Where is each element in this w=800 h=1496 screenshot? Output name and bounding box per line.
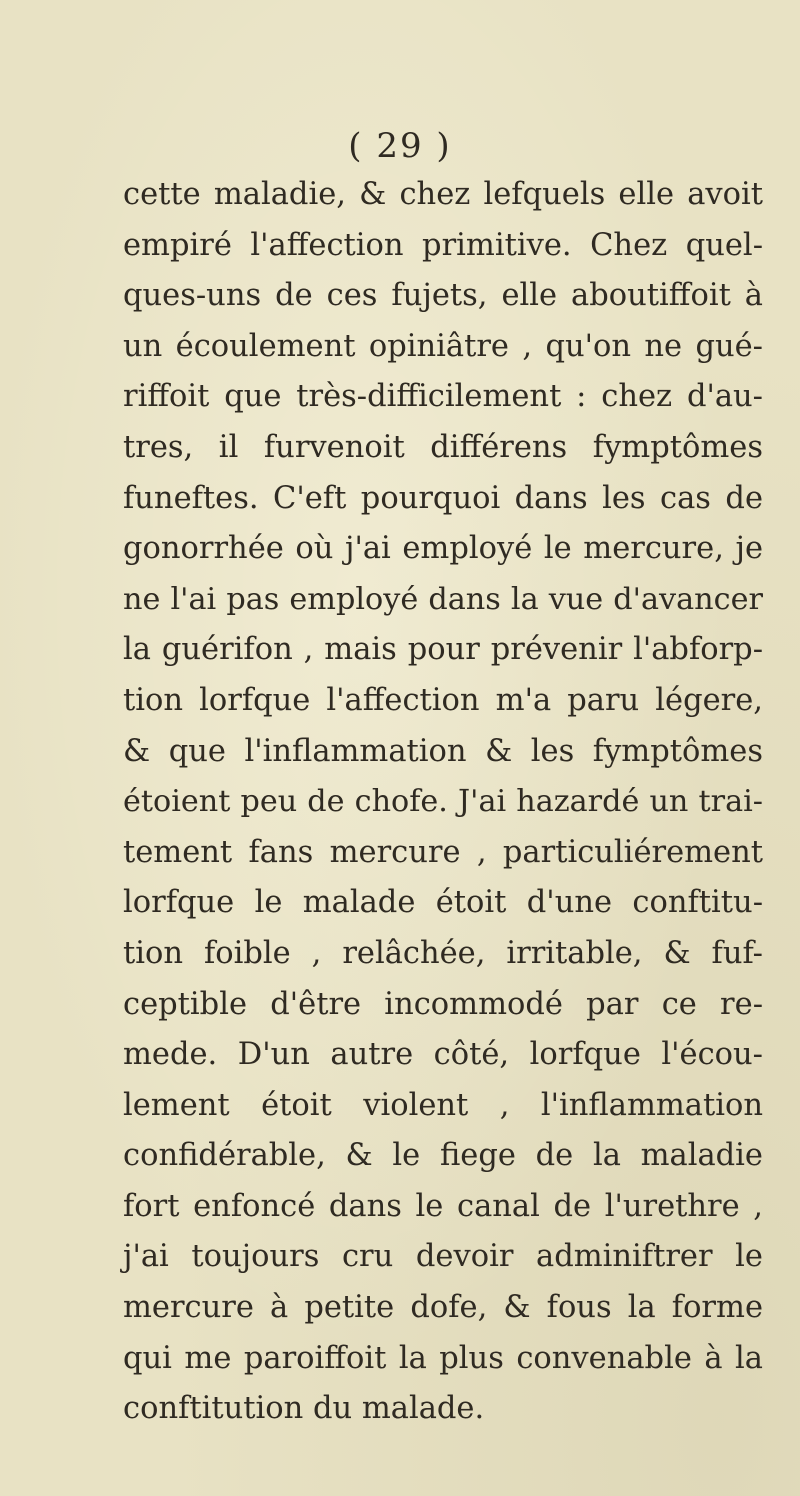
text-line: tion lorfque l'affection m'a paru légere, <box>123 682 763 718</box>
text-line: un écoulement opiniâtre , qu'on ne gué- <box>123 328 763 364</box>
text-line: la guérifon , mais pour prévenir l'abforp- <box>123 632 763 668</box>
text-line: confidérable, & le fiege de la maladie <box>123 1138 763 1174</box>
text-line: lorfque le malade étoit d'une conftitu- <box>123 885 763 921</box>
text-line: funeftes. C'eft pourquoi dans les cas de <box>123 480 763 516</box>
text-line: lement étoit violent , l'inflammation <box>123 1087 763 1123</box>
text-line: ques-uns de ces fujets, elle aboutiffoit à <box>123 278 763 314</box>
text-line: tres, il furvenoit différens fymptômes <box>123 429 763 465</box>
page-number: ( 29 ) <box>348 126 452 166</box>
text-line: fort enfoncé dans le canal de l'urethre , <box>123 1188 763 1224</box>
text-line: cette maladie, & chez lefquels elle avoit <box>123 177 763 212</box>
text-line: conftitution du malade. <box>123 1391 485 1427</box>
text-line: tement fans mercure , particuliérement <box>123 834 763 870</box>
text-line: tion foible , relâchée, irritable, & fuf- <box>123 935 763 971</box>
text-line: gonorrhée où j'ai employé le mercure, je <box>123 531 763 567</box>
text-line: j'ai toujours cru devoir adminiftrer le <box>123 1239 763 1275</box>
text-line: mercure à petite dofe, & fous la forme <box>123 1290 763 1326</box>
text-line: ceptible d'être incommodé par ce re- <box>123 986 763 1022</box>
text-line: empiré l'affection primitive. Chez quel- <box>123 227 763 263</box>
body-text <box>123 170 763 1435</box>
text-line: & que l'inflammation & les fymptômes <box>123 733 763 769</box>
text-line: mede. D'un autre côté, lorfque l'écou- <box>123 1037 763 1073</box>
text-line: qui me paroiffoit la plus convenable à la <box>123 1340 763 1376</box>
text-line: riffoit que très-difficilement : chez d'au- <box>123 379 763 415</box>
text-line: étoient peu de chofe. J'ai hazardé un trai- <box>123 784 763 820</box>
text-line: ne l'ai pas employé dans la vue d'avancer <box>123 581 763 617</box>
